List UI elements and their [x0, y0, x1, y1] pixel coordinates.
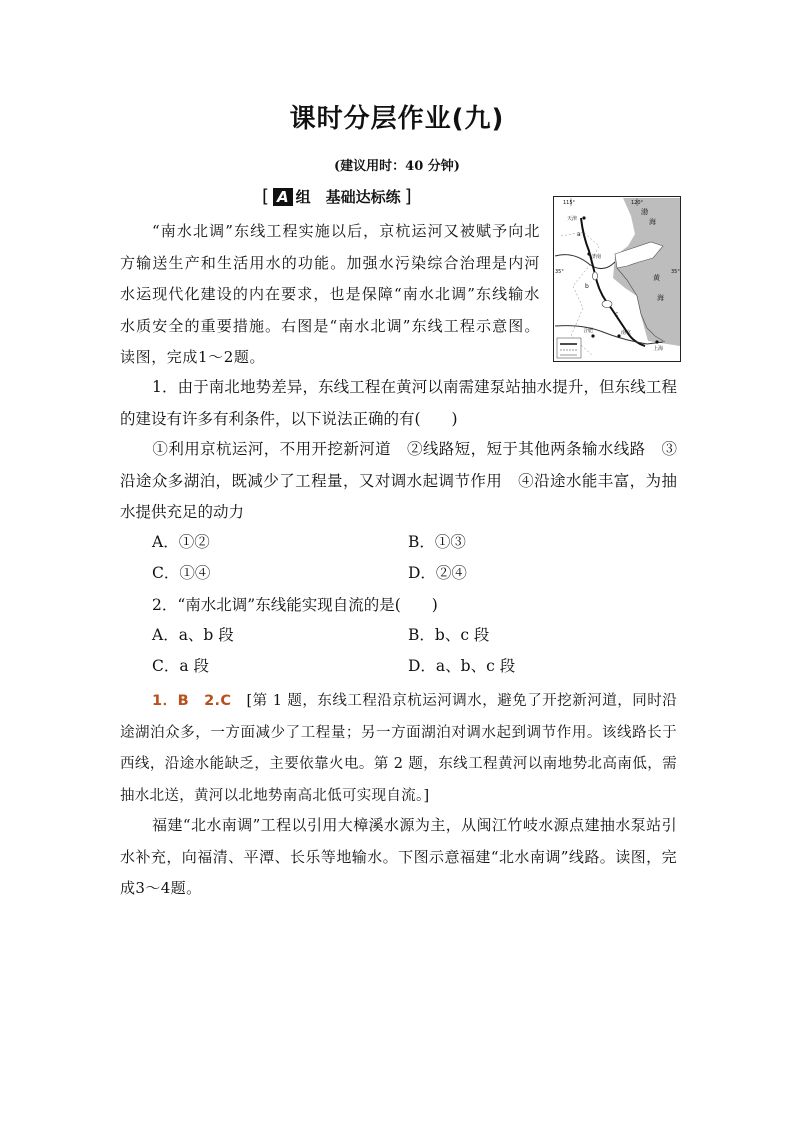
map-label: 35°	[555, 269, 564, 275]
map-label: 120°	[631, 200, 644, 206]
q1-option-d[interactable]: D．②④	[408, 564, 467, 582]
question-1-statements-text: ①利用京杭运河，不用开挖新河道 ②线路短，短于其他两条输水线路 ③沿途众多湖泊，既减少了工程量，又对调水起调节作用 ④沿途水能丰富，为抽水提供充足的动力	[120, 440, 677, 521]
page-title: 课时分层作业(九)	[289, 104, 505, 134]
passage-intro-text: “南水北调”东线工程实施以后，京杭运河又被赋予向北方输送生产和生活用水的功能。加强水污染综合治理是内河水运现代化建设的内在要求，也是保障“南水北调”东线输水水质安全的重要措施。右图是“南水北调”东线工程示意图。读图，完成1～2题。	[120, 222, 540, 366]
time-suggestion: (建议用时：40 分钟)	[334, 159, 460, 174]
answer-explanation	[120, 686, 677, 812]
city-shanghai	[655, 340, 658, 343]
question-1-statements	[120, 434, 677, 529]
q1-option-a[interactable]: A．①②	[152, 533, 210, 551]
map-label: 35°	[671, 269, 680, 275]
map-label: 南京	[621, 330, 632, 336]
map-label: 合肥	[583, 328, 594, 334]
passage-intro-2-text: 福建“北水南调”工程以引用大樟溪水源为主，从闽江竹岐水源点建抽水泵站引水补充，向福清、平潭、长乐等地输水。下图示意福建“北水南调”线路。读图，完成3～4题。	[120, 816, 677, 897]
map-label: a	[577, 231, 581, 238]
passage-intro	[120, 216, 540, 374]
answer-key: 1．B 2.C	[152, 693, 232, 709]
question-2-stem	[120, 590, 677, 622]
map-label: b	[585, 283, 589, 290]
map-label: c	[615, 311, 619, 318]
q2-option-c[interactable]: C．a 段	[152, 657, 210, 675]
bracket-close-icon: ]	[404, 186, 412, 207]
bracket-open-icon: [	[262, 186, 270, 207]
map-label: 济南	[591, 254, 602, 260]
question-1-text: 1．由于南北地势差异，东线工程在黄河以南需建泵站抽水提升，但东线工程的建设有许多有利条件，以下说法正确的有( )	[120, 378, 677, 428]
map-label: 渤	[641, 208, 648, 216]
group-label: 组 基础达标练	[295, 188, 401, 206]
map-label: 115°	[563, 200, 576, 206]
map-label: 黄	[653, 274, 660, 282]
q1-option-b[interactable]: B．①③	[408, 533, 466, 551]
q2-option-a[interactable]: A．a、b 段	[152, 626, 234, 644]
question-2-text: 2．“南水北调”东线能实现自流的是( )	[152, 596, 438, 614]
lake-hongze	[602, 301, 612, 308]
group-heading	[258, 186, 416, 207]
passage-intro-2	[120, 810, 677, 905]
map-label: 海	[649, 218, 656, 226]
city-hefei	[591, 334, 594, 337]
question-1-stem	[120, 372, 677, 435]
east-route-map	[553, 196, 681, 362]
map-label: 海	[657, 294, 664, 302]
q2-option-d[interactable]: D．a、b、c 段	[408, 657, 516, 675]
q2-option-b[interactable]: B．b、c 段	[408, 626, 490, 644]
group-badge: A	[273, 188, 293, 206]
map-label: 上海	[653, 346, 664, 352]
q1-option-c[interactable]: C．①④	[152, 564, 211, 582]
lake-weishan	[593, 272, 598, 280]
map-label: 天津	[567, 216, 578, 222]
answer-text: [第 1 题，东线工程沿京杭运河调水，避免了开挖新河道，同时沿途湖泊众多，一方面减少了工程量；另一方面湖泊对调水起到调节作用。该线路长于西线，沿途水能缺乏，主要依靠火电。第 2 题，东线工程黄河以南地势北高南低，需抽水北送，黄河以北地势南高北低可实现自流。]	[120, 693, 677, 804]
city-tianjin	[582, 216, 585, 219]
